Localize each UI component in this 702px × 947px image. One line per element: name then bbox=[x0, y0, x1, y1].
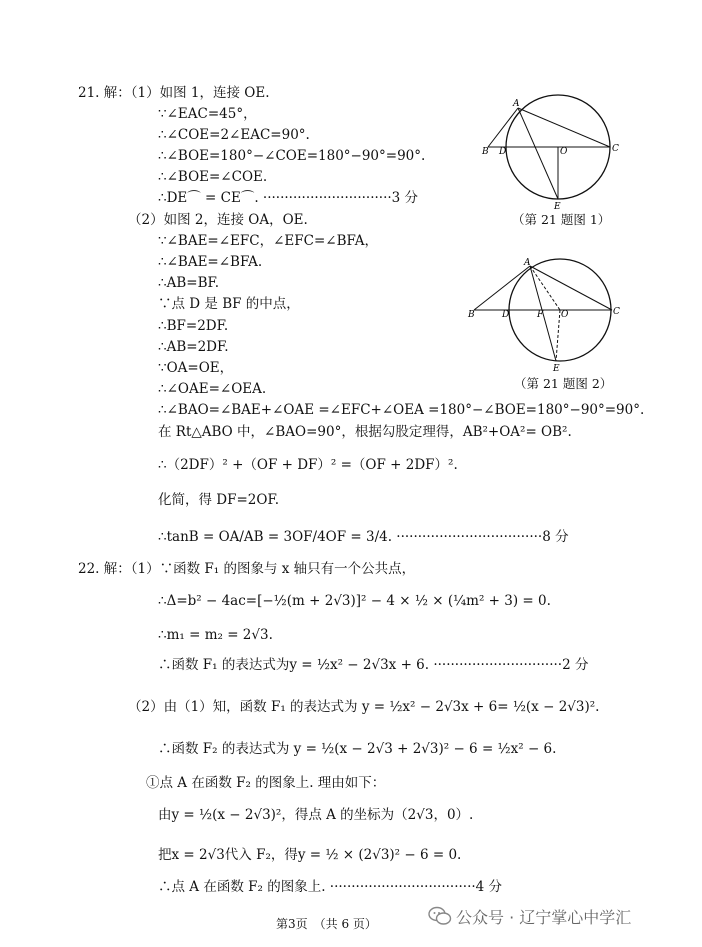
solution-line-score-3: ∴DE⌒ = CE⌒. ······························3 分 bbox=[158, 190, 419, 206]
solution-line: 把x = 2√3代入 F₂，得y = ½ × (2√3)² − 6 = 0. bbox=[158, 847, 462, 863]
solution-line: 在 Rt△ABO 中，∠BAO=90°，根据勾股定理得，AB²+OA²= OB². bbox=[158, 424, 572, 440]
solution-line: ∴BF=2DF. bbox=[158, 318, 229, 334]
solution-line-score-2: ∴函数 F₁ 的表达式为y = ½x² − 2√3x + 6. ······························2 分 bbox=[158, 657, 589, 673]
label-d: D bbox=[499, 147, 507, 157]
page-footer: 第3页 （共 6 页） bbox=[276, 917, 377, 931]
label-f: F bbox=[537, 310, 544, 320]
watermark-text: 公众号 · 辽宁掌心中学汇 bbox=[456, 908, 632, 927]
q21-part2-heading: （2）如图 2，连接 OA，OE. bbox=[128, 212, 308, 228]
figure-21-1 bbox=[472, 88, 622, 210]
solution-line: ∴∠BOE=180°−∠COE=180°−90°=90°. bbox=[158, 148, 426, 164]
solution-line: ∴∠BAO=∠BAE+∠OAE =∠EFC+∠OEA =180°−∠BOE=180°−90°=90°. bbox=[158, 402, 645, 418]
solution-line: ∴（2DF）² +（OF + DF）² =（OF + 2DF）². bbox=[158, 457, 458, 473]
solution-line: ①点 A 在函数 F₂ 的图象上. 理由如下： bbox=[146, 775, 386, 791]
q21-heading: 21. 解：（1）如图 1，连接 OE. bbox=[78, 85, 270, 101]
solution-line: ∴∠COE=2∠EAC=90°. bbox=[158, 127, 310, 143]
solution-line: ∴∠BAE=∠BFA. bbox=[158, 254, 263, 270]
solution-line: 化简，得 DF=2OF. bbox=[158, 492, 280, 508]
label-c: C bbox=[612, 144, 619, 154]
solution-line: ∵∠BAE=∠EFC，∠EFC=∠BFA， bbox=[158, 233, 378, 249]
label-b: B bbox=[468, 310, 475, 320]
solution-line: ∴Δ=b² − 4ac=[−½(m + 2√3)]² − 4 × ½ × (¼m² + 3) = 0. bbox=[158, 593, 551, 609]
label-c: C bbox=[613, 307, 620, 317]
label-o: O bbox=[560, 147, 568, 157]
label-b: B bbox=[482, 147, 489, 157]
label-o: O bbox=[561, 310, 569, 320]
solution-line: ∵OA=OE， bbox=[158, 360, 234, 376]
solution-line-score-8: ∴tanB = OA/AB = 3OF/4OF = 3/4. ··································8 分 bbox=[158, 529, 569, 545]
label-a: A bbox=[513, 99, 520, 109]
q22-part2-heading: （2）由（1）知，函数 F₁ 的表达式为 y = ½x² − 2√3x + 6= ½(x − 2√3)². bbox=[128, 699, 600, 715]
q22-heading: 22. 解：（1）∵函数 F₁ 的图象与 x 轴只有一个公共点， bbox=[78, 561, 416, 577]
solution-line: ∴m₁ = m₂ = 2√3. bbox=[158, 627, 273, 643]
solution-line-score-4: ∴点 A 在函数 F₂ 的图象上. ··································4 分 bbox=[158, 879, 503, 895]
solution-line: ∴∠BOE=∠COE. bbox=[158, 169, 268, 185]
label-e: E bbox=[554, 202, 561, 210]
solution-line: ∴AB=2DF. bbox=[158, 339, 229, 355]
solution-line: ∴AB=BF. bbox=[158, 275, 220, 291]
solution-line: ∴函数 F₂ 的表达式为 y = ½(x − 2√3 + 2√3)² − 6 = ½x² − 6. bbox=[158, 741, 557, 757]
label-a: A bbox=[524, 258, 531, 268]
solution-line: ∴∠OAE=∠OEA. bbox=[158, 381, 267, 397]
figure-21-2 bbox=[462, 254, 622, 372]
label-e: E bbox=[553, 364, 560, 372]
wechat-icon bbox=[428, 905, 452, 927]
figure-2-caption: （第 21 题图 2） bbox=[514, 376, 613, 391]
solution-line: ∵点 D 是 BF 的中点， bbox=[158, 296, 300, 312]
figure-1-caption: （第 21 题图 1） bbox=[512, 212, 611, 227]
label-d: D bbox=[502, 310, 510, 320]
solution-line: ∵∠EAC=45°， bbox=[158, 106, 257, 122]
solution-line: 由y = ½(x − 2√3)²，得点 A 的坐标为（2√3，0）. bbox=[158, 807, 474, 823]
